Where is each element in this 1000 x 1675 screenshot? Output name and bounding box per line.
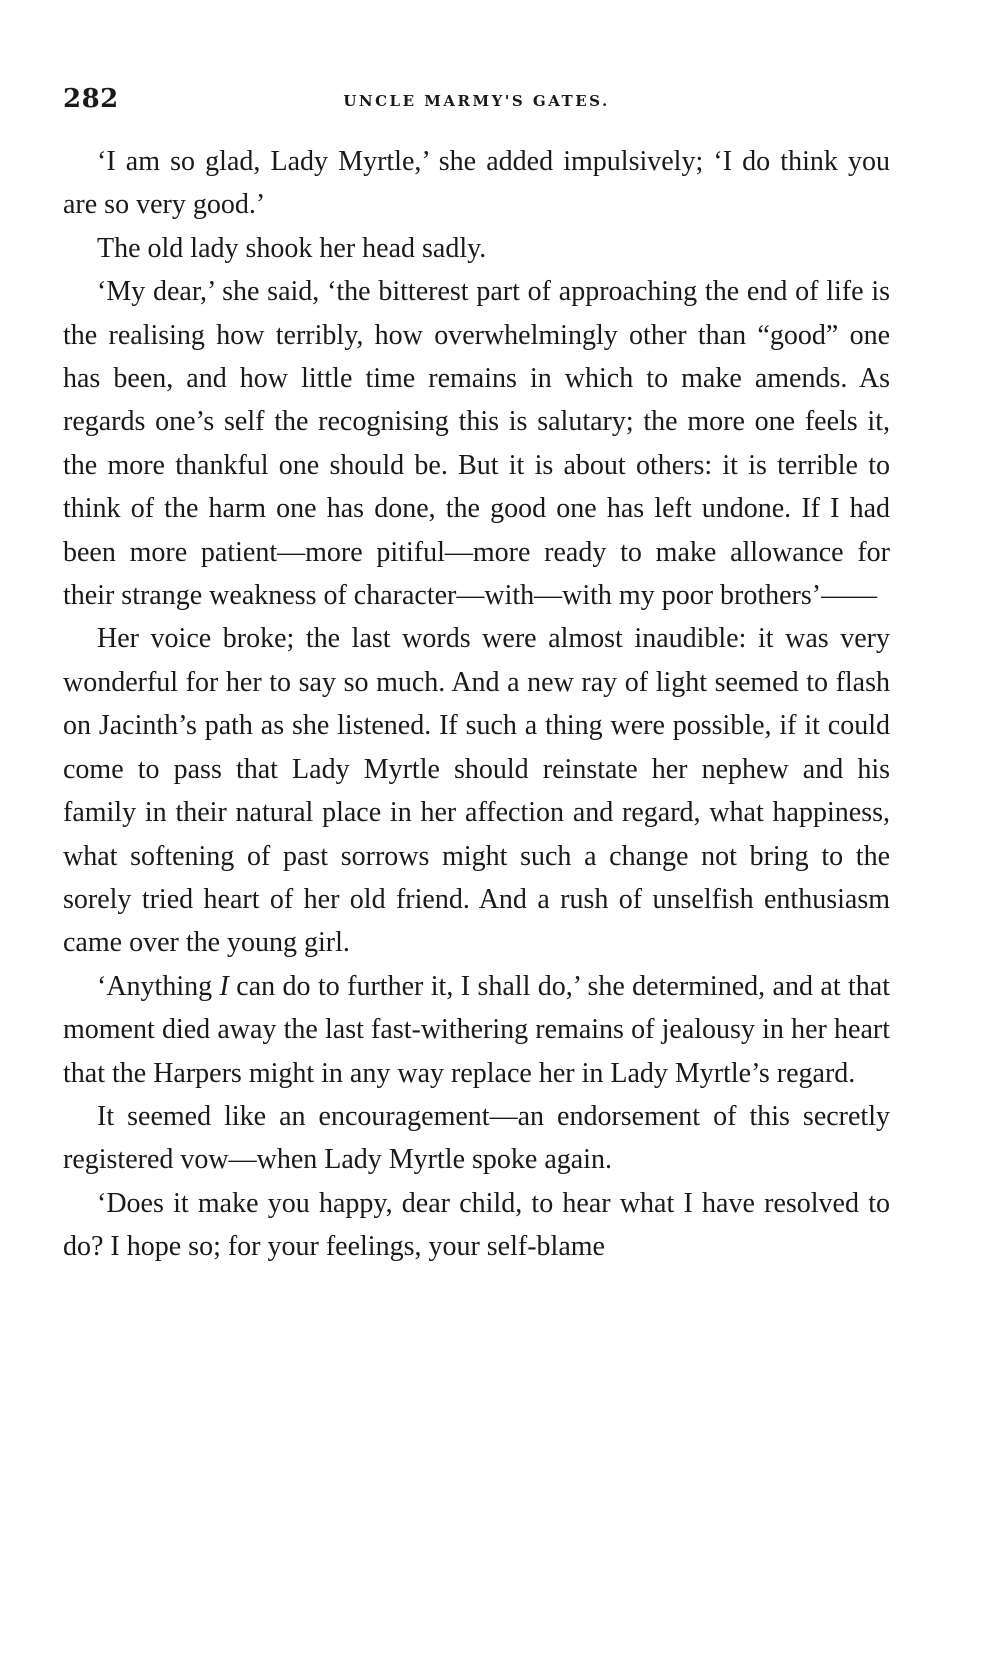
emphasized-word: I [219, 970, 229, 1002]
paragraph: The old lady shook her head sadly. [97, 232, 487, 264]
body-text [63, 140, 890, 1269]
page-header [63, 84, 890, 124]
paragraph-text: can do to further it, I shall do,’ she determined, and at that moment died away the last fast-withering remains of jealousy in her heart that the Harpers might in any way replace her in Lady Myrtle’s regard. [63, 970, 891, 1089]
paragraph: Her voice broke; the last words were almost inaudible: it was very wonderful for her to say so much. And a new ray of light seemed to flash on Jacinth’s path as she listened. If such a thing were possible, if it could come to pass that Lady Myrtle should reinstate her nephew and his family in their natural place in her affection and regard, what happiness, what softening of past sorrows might such a change not bring to the sorely tried heart of her old friend. And a rush of unselfish enthusiasm came over the young girl. [63, 623, 890, 959]
paragraph [63, 965, 890, 1095]
paragraph: ‘I am so glad, Lady Myrtle,’ she added impulsively; ‘I do think you are so very good.’ [63, 146, 890, 221]
paragraph: ‘My dear,’ she said, ‘the bitterest part of approaching the end of life is the realising how terribly, how overwhelmingly other than “good” one has been, and how little time remains in which to make amends. As regards one’s self the recognising this is salutary; the more one feels it, the more thankful one should be. But it is about others: it is terrible to think of the harm one has done, the good one has left undone. If I had been more patient—more pitiful—more ready to make allowance for their strange weakness of character—with—with my poor brothers’—— [63, 276, 890, 612]
page-number: 282 [63, 84, 119, 114]
paragraph-text: ‘Anything [97, 970, 220, 1002]
running-title: UNCLE MARMY'S GATES. [343, 92, 610, 110]
paragraph: It seemed like an encouragement—an endorsement of this secretly registered vow—when Lady Myrtle spoke again. [63, 1100, 890, 1176]
paragraph: ‘Does it make you happy, dear child, to hear what I have resolved to do? I hope so; for your feelings, your self-blame [63, 1187, 890, 1263]
